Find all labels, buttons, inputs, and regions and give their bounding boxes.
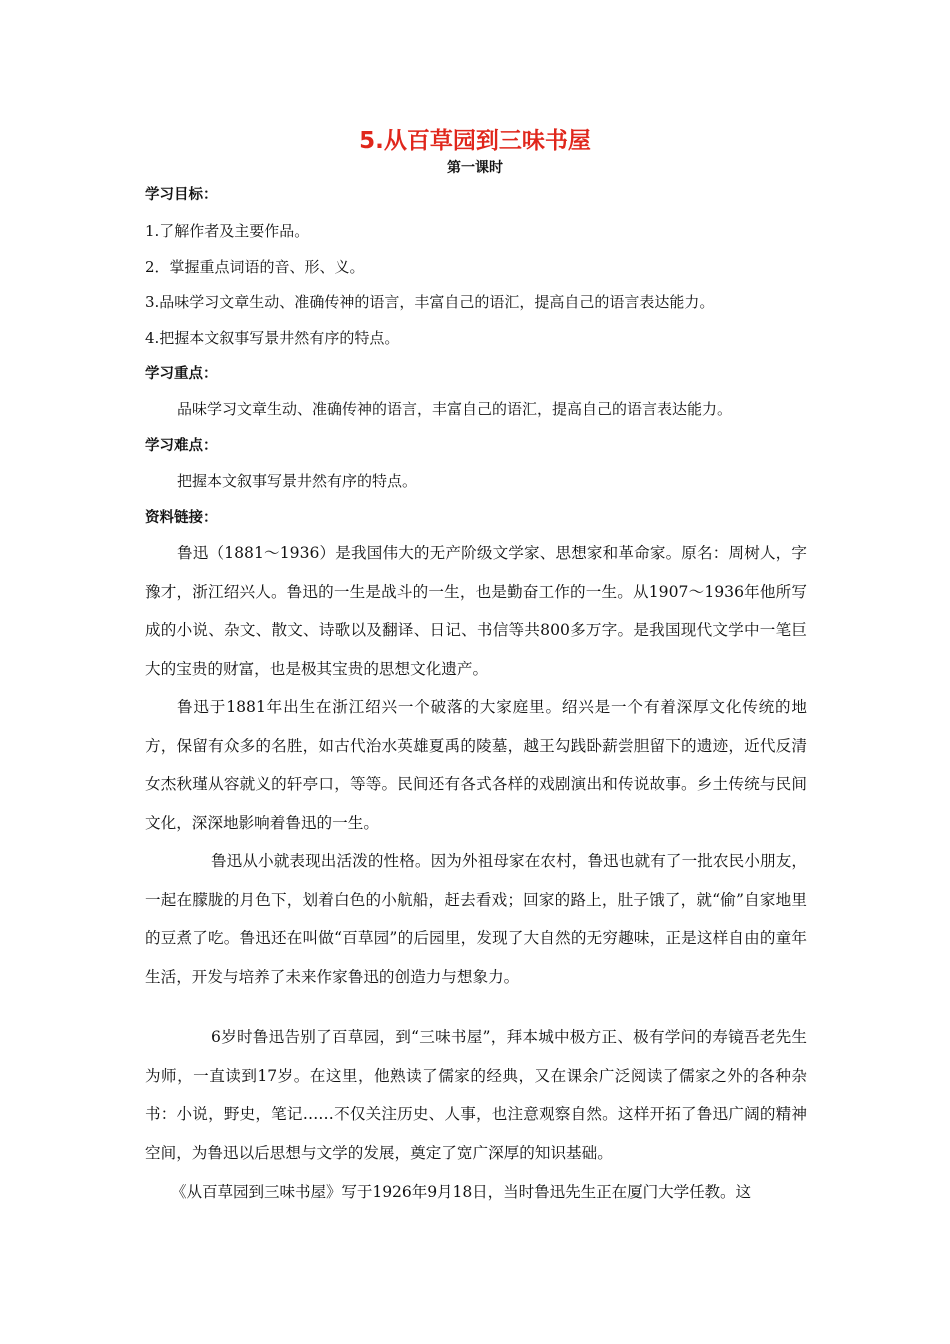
page-title: 5.从百草园到三味书屋 bbox=[359, 128, 591, 154]
resources-heading: 资料链接： bbox=[145, 510, 218, 526]
resource-paragraph: 鲁迅从小就表现出活泼的性格。因为外祖母家在农村，鲁迅也就有了一批农民小朋友，一起在朦胧的月色下，划着白色的小航船，赶去看戏；回家的路上，肚子饿了，就“偷”自家地里的豆煮了吃。鲁迅还在叫做“百草园”的后园里，发现了大自然的无穷趣味，正是这样自由的童年生活，开发与培养了未来作家鲁迅的创造力与想象力。 bbox=[145, 852, 807, 986]
objectives-heading: 学习目标： bbox=[145, 187, 218, 203]
difficulties-heading: 学习难点： bbox=[145, 438, 218, 454]
key-points-text: 品味学习文章生动、准确传神的语言，丰富自己的语汇，提高自己的语言表达能力。 bbox=[177, 400, 733, 418]
objective-item: 4.把握本文叙事写景井然有序的特点。 bbox=[145, 329, 400, 347]
objective-item: 2．掌握重点词语的音、形、义。 bbox=[145, 258, 365, 276]
objective-item: 3.品味学习文章生动、准确传神的语言，丰富自己的语汇，提高自己的语言表达能力。 bbox=[145, 293, 715, 311]
key-points-heading: 学习重点： bbox=[145, 366, 218, 382]
objective-item: 1.了解作者及主要作品。 bbox=[145, 222, 310, 240]
lesson-subtitle: 第一课时 bbox=[447, 160, 503, 176]
resource-paragraph: 《从百草园到三味书屋》写于1926年9月18日，当时鲁迅先生正在厦门大学任教。这 bbox=[171, 1183, 752, 1201]
difficulties-text: 把握本文叙事写景井然有序的特点。 bbox=[177, 472, 418, 490]
resource-paragraph: 6岁时鲁迅告别了百草园，到“三味书屋”，拜本城中极方正、极有学问的寿镜吾老先生为师，一直读到17岁。在这里，他熟读了儒家的经典，又在课余广泛阅读了儒家之外的各种杂书：小说，野史，笔记……不仅关注历史、人事，也注意观察自然。这样开拓了鲁迅广阔的精神空间，为鲁迅以后思想与文学的发展，奠定了宽广深厚的知识基础。 bbox=[145, 1028, 807, 1162]
resource-paragraph: 鲁迅于1881年出生在浙江绍兴一个破落的大家庭里。绍兴是一个有着深厚文化传统的地方，保留有众多的名胜，如古代治水英雄夏禹的陵墓，越王勾践卧薪尝胆留下的遗迹，近代反清女杰秋瑾从容就义的轩亭口，等等。民间还有各式各样的戏剧演出和传说故事。乡土传统与民间文化，深深地影响着鲁迅的一生。 bbox=[145, 698, 807, 832]
resource-paragraph: 鲁迅（1881～1936）是我国伟大的无产阶级文学家、思想家和革命家。原名：周树人，字豫才，浙江绍兴人。鲁迅的一生是战斗的一生，也是勤奋工作的一生。从1907～1936年他所写成的小说、杂文、散文、诗歌以及翻译、日记、书信等共800多万字。是我国现代文学中一笔巨大的宝贵的财富，也是极其宝贵的思想文化遗产。 bbox=[145, 544, 807, 678]
